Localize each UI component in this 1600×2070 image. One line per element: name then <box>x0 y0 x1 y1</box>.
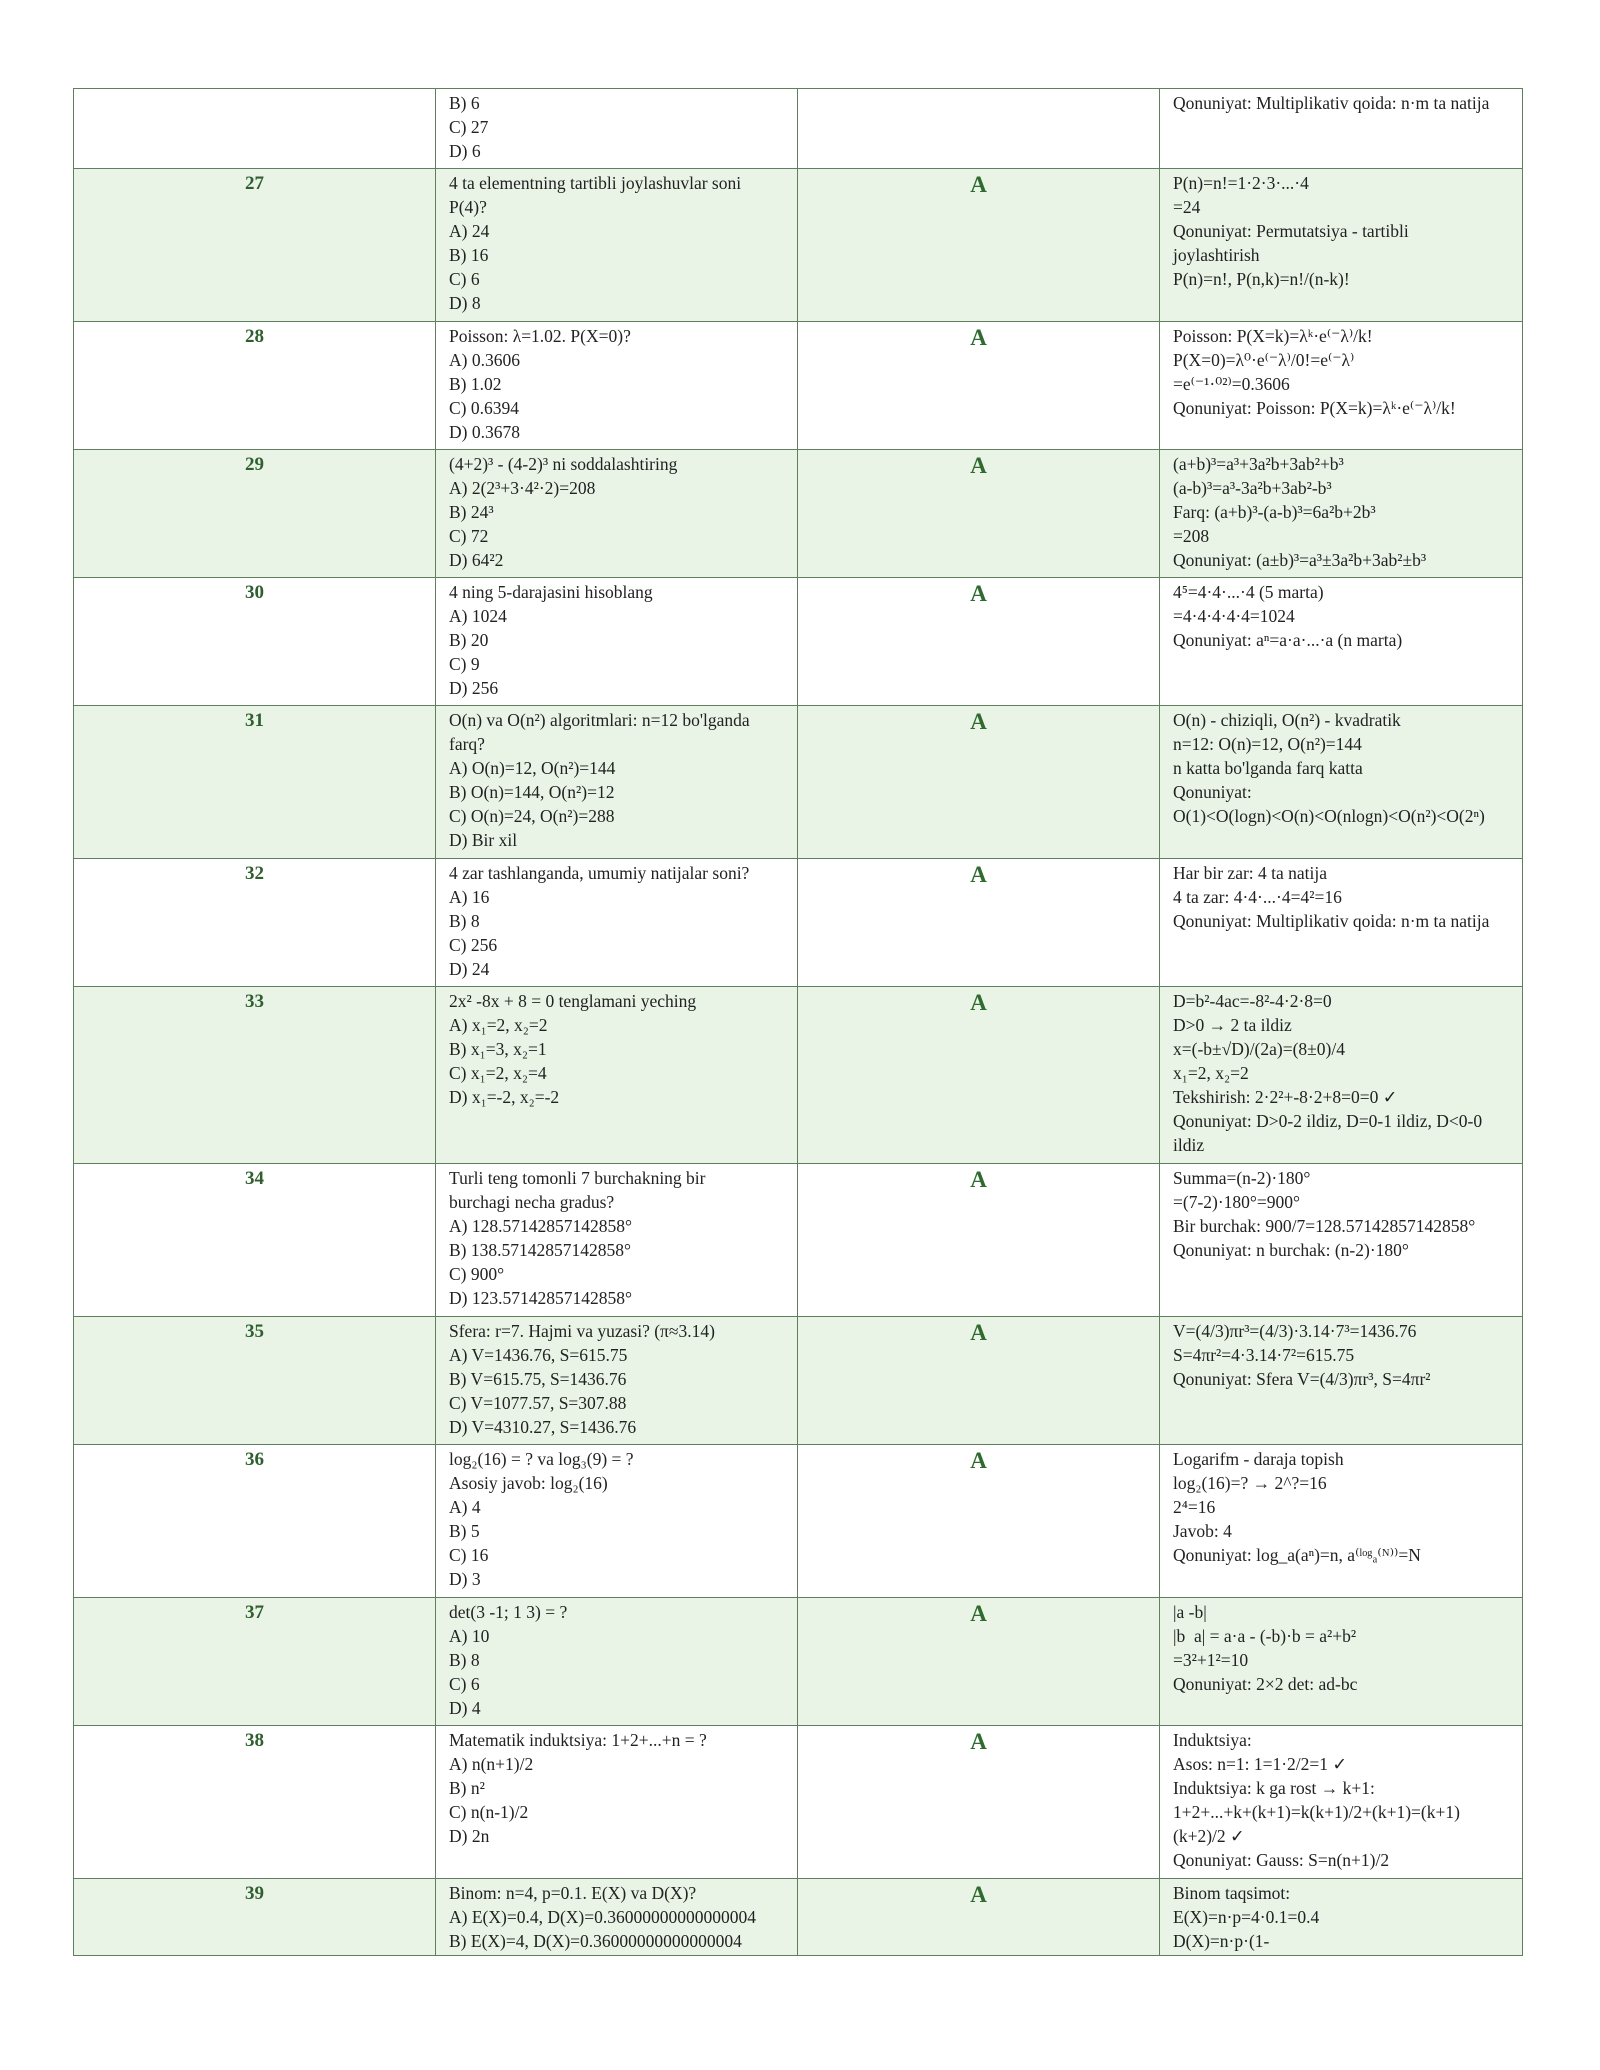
question-cell <box>436 578 798 706</box>
question-number: 37 <box>74 1598 436 1726</box>
question-line: D) 64²2 <box>449 550 504 570</box>
explanation-line: 1+2+...+k+(k+1)=k(k+1)/2+(k+1)=(k+1) <box>1173 1802 1460 1822</box>
explanation-line: Induktsiya: k ga rost → k+1: <box>1173 1778 1375 1798</box>
question-line: D) 24 <box>449 959 490 979</box>
question-text: 4 ta elementning tartibli joylashuvlar soni <box>449 173 742 193</box>
question-line: A) 10 <box>449 1626 490 1646</box>
explanation-line: =24 <box>1173 197 1201 217</box>
question-text: 4 ning 5-darajasini hisoblang <box>449 582 653 602</box>
question-line: C) 6 <box>449 269 480 289</box>
answer-letter: A <box>798 322 1160 450</box>
explanation-cell <box>1160 1598 1523 1726</box>
explanation-line: =3²+1²=10 <box>1173 1650 1249 1670</box>
explanation-line: |b a| = a·a - (-b)·b = a²+b² <box>1173 1626 1357 1646</box>
question-line: C) 9 <box>449 654 480 674</box>
question-line: B) x₁=3, x₂=1 <box>449 1039 547 1059</box>
question-line: A) E(X)=0.4, D(X)=0.36000000000000004 <box>449 1907 756 1927</box>
question-line: B) 16 <box>449 245 489 265</box>
question-cell <box>436 706 798 859</box>
explanation-line: Tekshirish: 2·2²+-8·2+8=0=0 ✓ <box>1173 1087 1398 1107</box>
question-cell <box>436 987 798 1164</box>
table-row <box>74 169 1523 322</box>
table-row <box>74 1164 1523 1317</box>
question-line: D) V=4310.27, S=1436.76 <box>449 1417 637 1437</box>
question-number: 38 <box>74 1726 436 1879</box>
explanation-cell <box>1160 706 1523 859</box>
explanation-line: Qonuniyat: Sfera V=(4/3)πr³, S=4πr² <box>1173 1369 1431 1389</box>
question-text: 2x² -8x + 8 = 0 tenglamani yeching <box>449 991 697 1011</box>
question-line: A) 1024 <box>449 606 507 626</box>
explanation-line: 4 ta zar: 4·4·...·4=4²=16 <box>1173 887 1342 907</box>
answer-letter: A <box>798 1164 1160 1317</box>
table-row <box>74 1726 1523 1879</box>
explanation-cell <box>1160 987 1523 1164</box>
question-text: Poisson: λ=1.02. P(X=0)? <box>449 326 631 346</box>
explanation-line: =e⁽⁻¹·⁰²⁾=0.3606 <box>1173 374 1290 394</box>
explanation-line: Javob: 4 <box>1173 1521 1232 1541</box>
explanation-cell <box>1160 1164 1523 1317</box>
explanation-line: D>0 → 2 ta ildiz <box>1173 1015 1292 1035</box>
explanation-line: Asos: n=1: 1=1·2/2=1 ✓ <box>1173 1754 1348 1774</box>
question-line: A) n(n+1)/2 <box>449 1754 534 1774</box>
question-line: C) n(n-1)/2 <box>449 1802 529 1822</box>
answer-letter: A <box>798 706 1160 859</box>
question-cell <box>436 322 798 450</box>
explanation-line: Farq: (a+b)³-(a-b)³=6a²b+2b³ <box>1173 502 1376 522</box>
question-line: D) 123.57142857142858° <box>449 1288 632 1308</box>
question-line: Asosiy javob: log₂(16) <box>449 1473 608 1493</box>
explanation-line: n=12: O(n)=12, O(n²)=144 <box>1173 734 1362 754</box>
question-line: D) Bir xil <box>449 830 518 850</box>
question-cell <box>436 169 798 322</box>
explanation-cell <box>1160 169 1523 322</box>
table-row <box>74 89 1523 169</box>
question-text: (4+2)³ - (4-2)³ ni soddalashtiring <box>449 454 678 474</box>
answer-letter: A <box>798 1879 1160 1956</box>
answer-letter <box>798 89 1160 169</box>
question-line: B) 138.57142857142858° <box>449 1240 631 1260</box>
question-text: Matematik induktsiya: 1+2+...+n = ? <box>449 1730 707 1750</box>
explanation-line: D=b²-4ac=-8²-4·2·8=0 <box>1173 991 1332 1011</box>
question-number: 36 <box>74 1445 436 1598</box>
table-row <box>74 859 1523 987</box>
question-line: C) 6 <box>449 1674 480 1694</box>
question-line: B) V=615.75, S=1436.76 <box>449 1369 627 1389</box>
explanation-line: Har bir zar: 4 ta natija <box>1173 863 1328 883</box>
table-row <box>74 987 1523 1164</box>
question-line: C) O(n)=24, O(n²)=288 <box>449 806 615 826</box>
question-line: B) 5 <box>449 1521 480 1541</box>
question-number: 27 <box>74 169 436 322</box>
question-line: P(4)? <box>449 197 487 217</box>
question-line: A) 2(2³+3·4²·2)=208 <box>449 478 596 498</box>
explanation-line: log₂(16)=? → 2^?=16 <box>1173 1473 1327 1493</box>
table-row <box>74 578 1523 706</box>
explanation-line: ildiz <box>1173 1135 1205 1155</box>
explanation-line: (a+b)³=a³+3a²b+3ab²+b³ <box>1173 454 1344 474</box>
question-text: 4 zar tashlanganda, umumiy natijalar soni? <box>449 863 750 883</box>
explanation-line: (k+2)/2 ✓ <box>1173 1826 1245 1846</box>
table-row <box>74 706 1523 859</box>
table-row <box>74 1598 1523 1726</box>
question-line: C) 16 <box>449 1545 489 1565</box>
explanation-line: =208 <box>1173 526 1210 546</box>
question-line: B) E(X)=4, D(X)=0.36000000000000004 <box>449 1931 742 1951</box>
explanation-line: Qonuniyat: <box>1173 782 1252 802</box>
explanation-line: D(X)=n·p·(1- <box>1173 1931 1270 1951</box>
explanation-cell <box>1160 1879 1523 1956</box>
answer-letter: A <box>798 578 1160 706</box>
answer-letter: A <box>798 1726 1160 1879</box>
explanation-line: n katta bo'lganda farq katta <box>1173 758 1363 778</box>
explanation-cell <box>1160 322 1523 450</box>
question-text: Sfera: r=7. Hajmi va yuzasi? (π≈3.14) <box>449 1321 715 1341</box>
question-line: D) 6 <box>449 141 481 161</box>
explanation-cell <box>1160 1445 1523 1598</box>
table-body <box>74 89 1523 1956</box>
explanation-line: E(X)=n·p=4·0.1=0.4 <box>1173 1907 1320 1927</box>
question-line: B) 8 <box>449 911 480 931</box>
question-line: B) 20 <box>449 630 489 650</box>
table-row <box>74 450 1523 578</box>
question-text: Turli teng tomonli 7 burchakning bir <box>449 1168 706 1188</box>
question-line: A) 128.57142857142858° <box>449 1216 632 1236</box>
question-line: D) x₁=-2, x₂=-2 <box>449 1087 560 1107</box>
question-line: A) 24 <box>449 221 490 241</box>
explanation-line: 4⁵=4·4·...·4 (5 marta) <box>1173 582 1324 602</box>
explanation-line: 2⁴=16 <box>1173 1497 1216 1517</box>
explanation-line: Qonuniyat: Gauss: S=n(n+1)/2 <box>1173 1850 1390 1870</box>
question-line: A) x₁=2, x₂=2 <box>449 1015 548 1035</box>
answer-letter: A <box>798 169 1160 322</box>
explanation-cell <box>1160 859 1523 987</box>
question-text: Binom: n=4, p=0.1. E(X) va D(X)? <box>449 1883 697 1903</box>
table-row <box>74 1317 1523 1445</box>
question-number: 31 <box>74 706 436 859</box>
explanation-line: Qonuniyat: Poisson: P(X=k)=λᵏ·e⁽⁻λ⁾/k! <box>1173 398 1456 418</box>
question-line: farq? <box>449 734 485 754</box>
question-number: 32 <box>74 859 436 987</box>
question-number: 35 <box>74 1317 436 1445</box>
explanation-cell <box>1160 1726 1523 1879</box>
question-cell <box>436 450 798 578</box>
question-line: D) 8 <box>449 293 481 313</box>
question-line: A) 4 <box>449 1497 481 1517</box>
question-line: D) 3 <box>449 1569 481 1589</box>
question-cell <box>436 1598 798 1726</box>
explanation-line: (a-b)³=a³-3a²b+3ab²-b³ <box>1173 478 1332 498</box>
answer-letter: A <box>798 987 1160 1164</box>
explanation-line: Qonuniyat: 2×2 det: ad-bc <box>1173 1674 1358 1694</box>
question-number: 39 <box>74 1879 436 1956</box>
answer-letter: A <box>798 1317 1160 1445</box>
explanation-line: P(n)=n!, P(n,k)=n!/(n-k)! <box>1173 269 1350 289</box>
explanation-cell <box>1160 89 1523 169</box>
answer-letter: A <box>798 1445 1160 1598</box>
question-cell <box>436 89 798 169</box>
question-cell <box>436 1164 798 1317</box>
question-number: 34 <box>74 1164 436 1317</box>
question-line: C) 72 <box>449 526 489 546</box>
explanation-line: P(X=0)=λ⁰·e⁽⁻λ⁾/0!=e⁽⁻λ⁾ <box>1173 350 1355 370</box>
explanation-line: Bir burchak: 900/7=128.57142857142858° <box>1173 1216 1476 1236</box>
answer-table-page <box>73 88 1522 1956</box>
question-number: 30 <box>74 578 436 706</box>
question-line: A) V=1436.76, S=615.75 <box>449 1345 628 1365</box>
question-line: C) 256 <box>449 935 498 955</box>
explanation-line: Poisson: P(X=k)=λᵏ·e⁽⁻λ⁾/k! <box>1173 326 1373 346</box>
question-number <box>74 89 436 169</box>
explanation-line: O(n) - chiziqli, O(n²) - kvadratik <box>1173 710 1401 730</box>
question-number: 29 <box>74 450 436 578</box>
explanation-cell <box>1160 578 1523 706</box>
explanation-line: Qonuniyat: aⁿ=a·a·...·a (n marta) <box>1173 630 1403 650</box>
question-line: B) 1.02 <box>449 374 502 394</box>
question-number: 33 <box>74 987 436 1164</box>
question-cell <box>436 1726 798 1879</box>
explanation-line: P(n)=n!=1·2·3·...·4 <box>1173 173 1309 193</box>
explanation-cell <box>1160 1317 1523 1445</box>
question-line: C) 900° <box>449 1264 505 1284</box>
explanation-line: V=(4/3)πr³=(4/3)·3.14·7³=1436.76 <box>1173 1321 1417 1341</box>
question-number: 28 <box>74 322 436 450</box>
question-line: B) 24³ <box>449 502 494 522</box>
answer-table <box>73 88 1523 1956</box>
question-line: D) 2n <box>449 1826 490 1846</box>
question-line: C) V=1077.57, S=307.88 <box>449 1393 627 1413</box>
explanation-line: Qonuniyat: (a±b)³=a³±3a²b+3ab²±b³ <box>1173 550 1427 570</box>
question-text: log₂(16) = ? va log₃(9) = ? <box>449 1449 634 1469</box>
explanation-line: Qonuniyat: Multiplikativ qoida: n·m ta natija <box>1173 911 1490 931</box>
question-cell <box>436 1317 798 1445</box>
question-line: D) 256 <box>449 678 499 698</box>
answer-letter: A <box>798 450 1160 578</box>
explanation-line: Binom taqsimot: <box>1173 1883 1291 1903</box>
question-line: D) 4 <box>449 1698 481 1718</box>
explanation-line: Logarifm - daraja topish <box>1173 1449 1344 1469</box>
explanation-line: S=4πr²=4·3.14·7²=615.75 <box>1173 1345 1355 1365</box>
explanation-line: Qonuniyat: n burchak: (n-2)·180° <box>1173 1240 1409 1260</box>
explanation-line: Qonuniyat: D>0-2 ildiz, D=0-1 ildiz, D<0-0 <box>1173 1111 1483 1131</box>
table-row <box>74 322 1523 450</box>
question-cell <box>436 1879 798 1956</box>
explanation-line: joylashtirish <box>1173 245 1260 265</box>
question-line: B) 8 <box>449 1650 480 1670</box>
table-row <box>74 1879 1523 1956</box>
question-line: A) O(n)=12, O(n²)=144 <box>449 758 616 778</box>
answer-letter: A <box>798 859 1160 987</box>
explanation-line: Induktsiya: <box>1173 1730 1252 1750</box>
question-text: det(3 -1; 1 3) = ? <box>449 1602 568 1622</box>
explanation-cell <box>1160 450 1523 578</box>
question-cell <box>436 1445 798 1598</box>
question-line: B) n² <box>449 1778 485 1798</box>
explanation-line: O(1)<O(logn)<O(n)<O(nlogn)<O(n²)<O(2ⁿ) <box>1173 806 1485 826</box>
question-line: C) x₁=2, x₂=4 <box>449 1063 547 1083</box>
explanation-line: =4·4·4·4·4=1024 <box>1173 606 1295 626</box>
explanation-line: Qonuniyat: Permutatsiya - tartibli <box>1173 221 1409 241</box>
explanation-line: x=(-b±√D)/(2a)=(8±0)/4 <box>1173 1039 1345 1059</box>
explanation-line: |a -b| <box>1173 1602 1207 1622</box>
explanation-line: =(7-2)·180°=900° <box>1173 1192 1301 1212</box>
question-line: D) 0.3678 <box>449 422 520 442</box>
question-line: B) O(n)=144, O(n²)=12 <box>449 782 615 802</box>
explanation-line: x₁=2, x₂=2 <box>1173 1063 1249 1083</box>
table-row <box>74 1445 1523 1598</box>
question-line: burchagi necha gradus? <box>449 1192 615 1212</box>
explanation-line: Qonuniyat: Multiplikativ qoida: n·m ta natija <box>1173 93 1490 113</box>
question-line: A) 0.3606 <box>449 350 520 370</box>
explanation-line: Qonuniyat: log_a(aⁿ)=n, a⁽ˡᵒᵍₐ⁽ᴺ⁾⁾=N <box>1173 1545 1421 1565</box>
question-text: O(n) va O(n²) algoritmlari: n=12 bo'lganda <box>449 710 750 730</box>
answer-letter: A <box>798 1598 1160 1726</box>
question-line: C) 27 <box>449 117 489 137</box>
explanation-line: Summa=(n-2)·180° <box>1173 1168 1311 1188</box>
question-cell <box>436 859 798 987</box>
question-line: A) 16 <box>449 887 490 907</box>
question-line: C) 0.6394 <box>449 398 519 418</box>
question-text: B) 6 <box>449 93 480 113</box>
